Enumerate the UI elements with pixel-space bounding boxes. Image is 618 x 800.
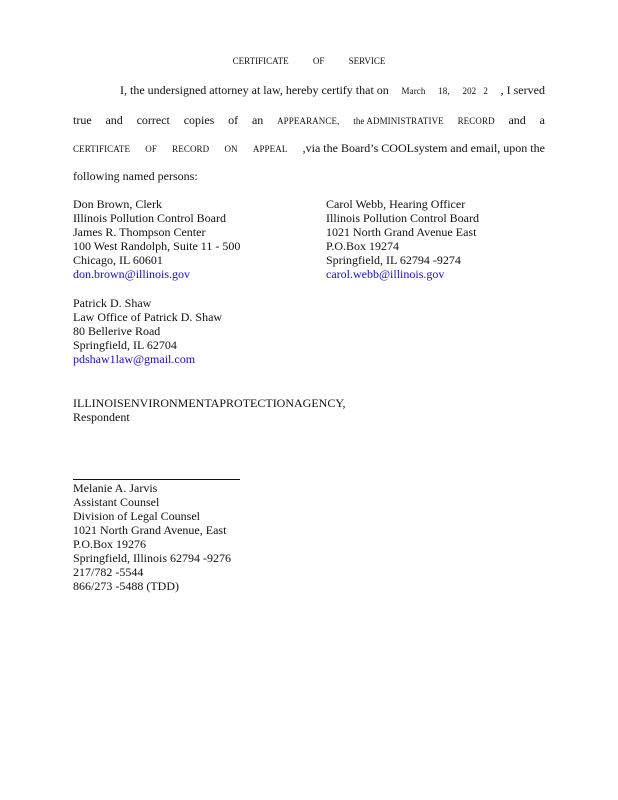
recipient-line: 1021 North Grand Avenue East (326, 225, 477, 239)
document-appeal: APPEAL (252, 144, 288, 154)
document-certificate: CERTIFICATE (73, 144, 131, 154)
signature-line-text: 217/782 -5544 (73, 565, 144, 579)
signature-line (73, 479, 240, 480)
document-administrative: the ADMINISTRATIVE (353, 116, 444, 126)
recipient-line: 100 West Randolph, Suite 11 - 500 (73, 239, 241, 253)
recipient-line: Springfield, IL 62794 -9274 (326, 253, 461, 267)
word: and (508, 113, 526, 127)
word: and (105, 113, 123, 127)
paragraph-line-1-text: I, the undersigned attorney at law, hereby certify that on (120, 83, 389, 97)
signature-line-text: Springfield, Illinois 62794 -9276 (73, 551, 231, 565)
recipient-line: James R. Thompson Center (73, 225, 206, 239)
signature-line-text: Melanie A. Jarvis (73, 481, 158, 495)
respondent-block (73, 396, 345, 424)
signature-line-text: 1021 North Grand Avenue, East (73, 523, 227, 537)
recipient-line: Law Office of Patrick D. Shaw (73, 310, 223, 324)
service-date-year: 202 2 (462, 86, 488, 96)
signature-line-text: Division of Legal Counsel (73, 509, 200, 523)
respondent-agency: ILLINOISENVIRONMENTAPROTECTIONAGENCY, (73, 396, 346, 410)
paragraph-line-2 (73, 113, 545, 128)
word: true (73, 113, 92, 127)
document-of: OF (145, 144, 157, 154)
recipient-line: Illinois Pollution Control Board (326, 211, 480, 225)
signature-line-text: P.O.Box 19276 (73, 537, 147, 551)
signature-line-text: Assistant Counsel (73, 495, 160, 509)
document-on: ON (224, 144, 238, 154)
recipient-line: Carol Webb, Hearing Officer (326, 197, 466, 211)
recipient-line: Patrick D. Shaw (73, 296, 152, 310)
word: correct (136, 113, 170, 127)
recipient-email-link[interactable]: pdshaw1law@gmail.com (73, 352, 196, 366)
word: a (539, 113, 545, 127)
paragraph-line-4: following named persons: (73, 169, 198, 183)
recipient-line: Don Brown, Clerk (73, 197, 162, 211)
recipient-block-hearing-officer (326, 197, 479, 281)
recipient-email-link[interactable]: carol.webb@illinois.gov (326, 267, 445, 281)
document-record-2: RECORD (172, 144, 210, 154)
recipient-line: Chicago, IL 60601 (73, 253, 163, 267)
paragraph-line-3 (73, 141, 545, 156)
recipient-email-link[interactable]: don.brown@illinois.gov (73, 267, 191, 281)
document-appearance: APPEARANCE, (277, 116, 340, 126)
recipient-line: P.O.Box 19274 (326, 239, 400, 253)
service-date-day: 18, (438, 86, 450, 96)
word: copies (183, 113, 215, 127)
recipient-block-clerk (73, 197, 240, 281)
recipient-line: 80 Bellerive Road (73, 324, 161, 338)
respondent-role: Respondent (73, 410, 130, 424)
word: of (228, 113, 239, 127)
recipient-line: Springfield, IL 62704 (73, 338, 177, 352)
signature-line-text: 866/273 -5488 (TDD) (73, 579, 179, 593)
document-title: CERTIFICATE OF SERVICE (232, 56, 386, 66)
recipient-line: Illinois Pollution Control Board (73, 211, 227, 225)
paragraph-line-1 (73, 83, 545, 98)
recipient-block-shaw (73, 296, 222, 366)
service-date-month: March (401, 86, 426, 96)
document-record: RECORD (457, 116, 495, 126)
signature-block (73, 481, 231, 593)
paragraph-line-1-suffix: , I served (500, 83, 545, 97)
word: an (251, 113, 264, 127)
paragraph-line-3-text: ,via the Board’s COOLsystem and email, upon the (302, 141, 545, 155)
